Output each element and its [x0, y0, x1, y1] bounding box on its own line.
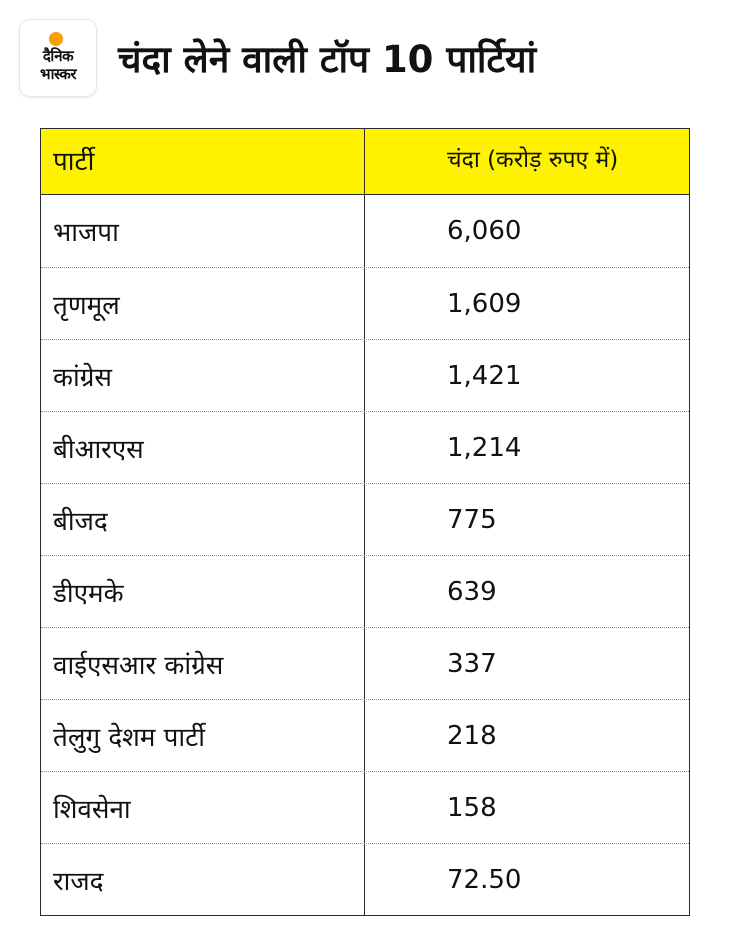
party-name-cell: वाईएसआर कांग्रेस [41, 628, 365, 699]
table-row [41, 339, 689, 411]
table-row [41, 555, 689, 627]
table-row [41, 843, 689, 915]
table-row [41, 267, 689, 339]
table-body [41, 195, 689, 915]
party-name-cell: बीजद [41, 484, 365, 555]
party-name-cell: तृणमूल [41, 268, 365, 339]
party-name-cell: शिवसेना [41, 772, 365, 843]
donation-value-cell: 158 [447, 792, 497, 823]
sun-icon [49, 32, 63, 46]
table-row [41, 483, 689, 555]
party-name-cell: राजद [41, 844, 365, 915]
table-row [41, 771, 689, 843]
donation-value-cell: 639 [447, 576, 497, 607]
donation-value-cell: 775 [447, 504, 497, 535]
page-title: चंदा लेने वाली टॉप 10 पार्टियां [118, 38, 537, 81]
table-row [41, 195, 689, 267]
table-row [41, 627, 689, 699]
donation-value-cell: 337 [447, 648, 497, 679]
party-name-cell: भाजपा [41, 195, 365, 267]
party-name-cell: बीआरएस [41, 412, 365, 483]
table-row [41, 411, 689, 483]
donation-value-cell: 6,060 [447, 216, 522, 246]
column-header-party: पार्टी [41, 129, 365, 194]
donation-value-cell: 218 [447, 720, 497, 751]
column-header-donation: चंदा (करोड़ रुपए में) [447, 147, 619, 173]
donation-value-cell: 72.50 [447, 864, 522, 895]
brand-logo [20, 20, 96, 96]
donation-value-cell: 1,214 [447, 432, 522, 463]
party-name-cell: डीएमके [41, 556, 365, 627]
table-header-row [41, 129, 689, 195]
donation-value-cell: 1,421 [447, 360, 522, 391]
donation-table [40, 128, 690, 916]
party-name-cell: कांग्रेस [41, 340, 365, 411]
party-name-cell: तेलुगु देशम पार्टी [41, 700, 365, 771]
donation-value-cell: 1,609 [447, 288, 522, 319]
logo-text-line1: दैनिक [42, 47, 74, 65]
table-row [41, 699, 689, 771]
logo-text-line2: भास्कर [40, 65, 76, 83]
